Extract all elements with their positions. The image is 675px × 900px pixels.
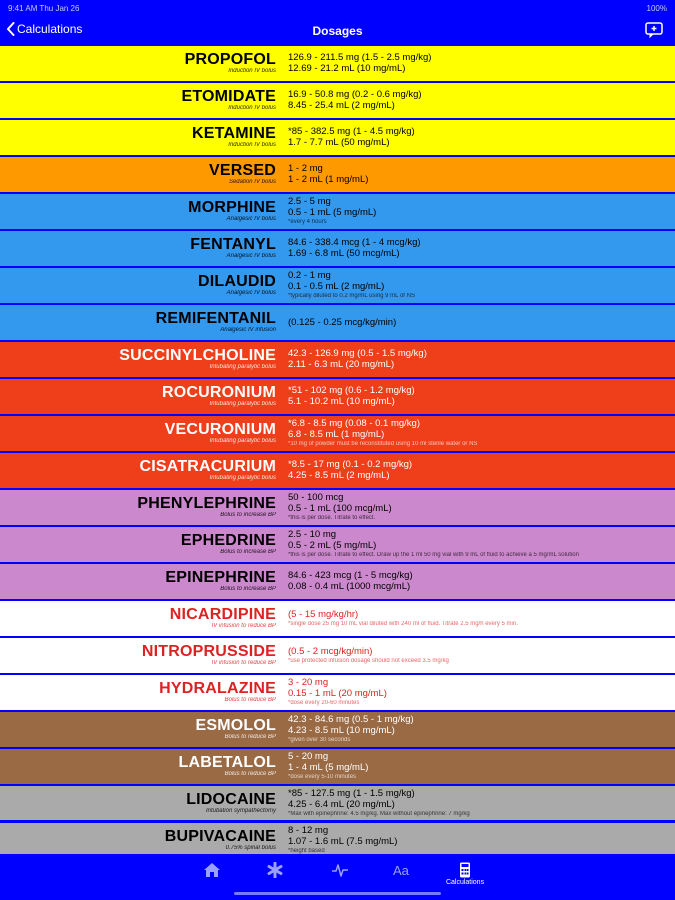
drug-dose-column <box>282 83 675 118</box>
drug-row-nicardipine[interactable] <box>0 601 675 636</box>
drug-row-nitroprusside[interactable] <box>0 638 675 673</box>
drug-name-column <box>0 675 282 710</box>
drug-name: EPINEPHRINE <box>165 569 276 587</box>
dose-line-2: 4.23 - 8.5 mL (10 mg/mL) <box>288 725 395 737</box>
drug-dose-column <box>282 786 675 821</box>
dose-line-1: 42.3 - 126.9 mg (0.5 - 1.5 mg/kg) <box>288 348 427 360</box>
drug-name-column <box>0 379 282 414</box>
drug-dose-column <box>282 601 675 636</box>
dose-line-2: 0.1 - 0.5 mL (2 mg/mL) <box>288 281 385 293</box>
dose-line-1: 2.5 - 5 mg <box>288 196 331 208</box>
drug-name: SUCCINYLCHOLINE <box>119 347 276 365</box>
dose-note: *10 mg of powder must be reconstituted using 10 ml sterile water or NS <box>288 441 478 448</box>
drug-usage: Bolus to reduce BP <box>224 734 276 741</box>
dose-note: *single dose 25 mg 10 mL vial diluted with 240 ml of fluid. Titrate 2.5 mg/h every 5 min. <box>288 620 518 627</box>
status-battery: 100% <box>646 3 667 13</box>
drug-dose-column <box>282 305 675 340</box>
share-icon[interactable] <box>645 22 663 38</box>
drug-row-ephedrine[interactable] <box>0 527 675 562</box>
drug-name-column <box>0 46 282 81</box>
drug-usage: Bolus to increase BP <box>220 586 276 593</box>
drug-name-column <box>0 786 282 821</box>
dose-line-2: 4.25 - 6.4 mL (20 mg/mL) <box>288 799 395 811</box>
drug-row-ketamine[interactable] <box>0 120 675 155</box>
drug-name-column <box>0 601 282 636</box>
drug-name: LIDOCAINE <box>186 791 276 809</box>
drug-row-hydralazine[interactable] <box>0 675 675 710</box>
drug-dose-column <box>282 231 675 266</box>
dose-line-1: *51 - 102 mg (0.6 - 1.2 mg/kg) <box>288 385 415 397</box>
dose-note: *this is per dose. Titrate to effect. <box>288 515 376 522</box>
drug-usage: Intubating paralytic bolus <box>209 475 276 482</box>
drug-name-column <box>0 823 282 854</box>
drug-name: CISATRACURIUM <box>139 458 276 476</box>
drug-dose-column <box>282 379 675 414</box>
tab-text-size[interactable] <box>386 862 416 888</box>
dose-line-1: 3 - 20 mg <box>288 677 329 689</box>
home-indicator <box>234 892 441 895</box>
drug-name-column <box>0 453 282 488</box>
drug-name: NICARDIPINE <box>169 606 276 624</box>
dose-line-2: 0.15 - 1 mL (20 mg/mL) <box>288 688 387 700</box>
dose-line-1: 42.3 - 84.6 mg (0.5 - 1 mg/kg) <box>288 714 414 726</box>
dose-line-1: (0.5 - 2 mcg/kg/min) <box>288 645 373 657</box>
drug-usage: 0.75% spinal bolus <box>225 845 276 852</box>
dose-line-2: 1 - 2 mL (1 mg/mL) <box>288 174 369 186</box>
drug-dose-column <box>282 342 675 377</box>
dose-line-2: 1.07 - 1.6 mL (7.5 mg/mL) <box>288 836 398 848</box>
dose-line-1: *85 - 127.5 mg (1 - 1.5 mg/kg) <box>288 788 415 800</box>
drug-usage: Induction IV bolus <box>228 68 276 75</box>
drug-name: MORPHINE <box>188 199 276 217</box>
dose-line-1: *85 - 382.5 mg (1 - 4.5 mg/kg) <box>288 126 415 138</box>
drug-usage: Bolus to increase BP <box>220 512 276 519</box>
drug-name: ESMOLOL <box>195 717 276 735</box>
drug-name: PROPOFOL <box>184 51 276 69</box>
dose-line-2: 6.8 - 8.5 mL (1 mg/mL) <box>288 429 385 441</box>
drug-usage: Analgesic IV bolus <box>226 216 276 223</box>
dose-line-2: 0.5 - 1 mL (5 mg/mL) <box>288 207 377 219</box>
drug-usage: Analgesic IV bolus <box>226 253 276 260</box>
drug-name-column <box>0 638 282 673</box>
dose-line-1: 16.9 - 50.8 mg (0.2 - 0.6 mg/kg) <box>288 89 422 101</box>
dose-line-1: *6.8 - 8.5 mg (0.08 - 0.1 mg/kg) <box>288 418 421 430</box>
dose-line-1: 2.5 - 10 mg <box>288 529 337 541</box>
dose-note: *given over 30 seconds <box>288 737 351 744</box>
dose-line-2: 1.7 - 7.7 mL (50 mg/mL) <box>288 137 390 149</box>
drug-row-rocuronium[interactable] <box>0 379 675 414</box>
tab-home[interactable] <box>197 862 227 888</box>
drug-name-column <box>0 268 282 303</box>
drug-name-column <box>0 527 282 562</box>
drug-row-morphine[interactable] <box>0 194 675 229</box>
drug-dose-column <box>282 268 675 303</box>
dose-note: *use protected infusion dosage should not exceed 3.5 mg/kg <box>288 657 449 664</box>
svg-text:Aa: Aa <box>393 863 409 878</box>
drug-name-column <box>0 120 282 155</box>
drug-usage: Induction IV bolus <box>228 142 276 149</box>
drug-dose-column <box>282 749 675 784</box>
drug-name-column <box>0 416 282 451</box>
drug-row-labetalol[interactable] <box>0 749 675 784</box>
calculator-icon <box>456 862 474 878</box>
drug-dose-column <box>282 712 675 747</box>
drug-name-column <box>0 490 282 525</box>
drug-usage: Bolus to reduce BP <box>224 771 276 778</box>
drug-row-succinylcholine[interactable] <box>0 342 675 377</box>
dose-line-1: (0.125 - 0.25 mcg/kg/min) <box>288 316 397 328</box>
dose-line-1: 84.6 - 423 mcg (1 - 5 mcg/kg) <box>288 570 413 582</box>
drug-name-column <box>0 83 282 118</box>
drug-dose-column <box>282 46 675 81</box>
drug-name: LABETALOL <box>178 754 276 772</box>
drug-dose-column <box>282 527 675 562</box>
dose-line-1: 84.6 - 338.4 mcg (1 - 4 mcg/kg) <box>288 237 421 249</box>
drug-name: DILAUDID <box>197 273 276 291</box>
drug-name: HYDRALAZINE <box>159 680 276 698</box>
drug-usage: Intubating paralytic bolus <box>209 401 276 408</box>
dose-note: *Max with epinephrine: 4.5 mg/kg. Max without epinephrine: 7 mg/kg <box>288 811 470 818</box>
asterisk-icon <box>266 862 284 878</box>
dosage-list[interactable] <box>0 46 675 854</box>
dose-line-2: 1 - 4 mL (5 mg/mL) <box>288 762 369 774</box>
dose-line-1: 0.2 - 1 mg <box>288 270 331 282</box>
heartbeat-icon <box>331 862 349 878</box>
tab-calculations[interactable] <box>445 862 485 888</box>
drug-name-column <box>0 564 282 599</box>
drug-name-column <box>0 157 282 192</box>
drug-usage: Analgesic IV bolus <box>226 290 276 297</box>
dose-line-2: 0.08 - 0.4 mL (1000 mcg/mL) <box>288 581 411 593</box>
drug-usage: Bolus to increase BP <box>220 549 276 556</box>
drug-usage: Intubating paralytic bolus <box>209 364 276 371</box>
drug-row-versed[interactable] <box>0 157 675 192</box>
drug-dose-column <box>282 453 675 488</box>
drug-name: FENTANYL <box>190 236 276 254</box>
drug-name: VECURONIUM <box>164 421 276 439</box>
drug-usage: Intubating paralytic bolus <box>209 438 276 445</box>
drug-row-phenylephrine[interactable] <box>0 490 675 525</box>
dose-line-2: 0.5 - 1 mL (100 mcg/mL) <box>288 503 392 515</box>
drug-dose-column <box>282 823 675 854</box>
drug-name: ROCURONIUM <box>162 384 276 402</box>
drug-row-epinephrine[interactable] <box>0 564 675 599</box>
drug-name-column <box>0 749 282 784</box>
drug-dose-column <box>282 157 675 192</box>
status-bar <box>0 0 675 16</box>
dose-line-1: 1 - 2 mg <box>288 163 323 175</box>
home-icon <box>203 862 221 878</box>
drug-row-bupivacaine[interactable] <box>0 823 675 854</box>
dose-line-1: 5 - 20 mg <box>288 751 329 763</box>
drug-row-propofol[interactable] <box>0 46 675 81</box>
drug-row-remifentanil[interactable] <box>0 305 675 340</box>
drug-row-cisatracurium[interactable] <box>0 453 675 488</box>
drug-dose-column <box>282 638 675 673</box>
drug-name: VERSED <box>209 162 276 180</box>
drug-row-etomidate[interactable] <box>0 83 675 118</box>
navigation-bar <box>0 16 675 46</box>
drug-row-dilaudid[interactable] <box>0 268 675 303</box>
dose-line-1: 126.9 - 211.5 mg (1.5 - 2.5 mg/kg) <box>288 52 432 64</box>
dose-note: *typically diluted to 0.2 mg/mL using 9 mL of NS <box>288 293 415 300</box>
drug-name-column <box>0 305 282 340</box>
dose-line-1: *8.5 - 17 mg (0.1 - 0.2 mg/kg) <box>288 459 413 471</box>
drug-name: PHENYLEPHRINE <box>137 495 276 513</box>
tab-heartbeat[interactable] <box>325 862 355 888</box>
text-size-icon <box>392 862 410 878</box>
drug-row-lidocaine[interactable] <box>0 786 675 821</box>
dose-line-1: 8 - 12 mg <box>288 825 329 837</box>
dose-line-2: 4.25 - 8.5 mL (2 mg/mL) <box>288 470 390 482</box>
status-time: 9:41 AM Thu Jan 26 <box>8 3 80 13</box>
drug-name-column <box>0 194 282 229</box>
dose-line-2: 5.1 - 10.2 mL (10 mg/mL) <box>288 396 395 408</box>
drug-usage: Induction IV bolus <box>228 105 276 112</box>
drug-dose-column <box>282 120 675 155</box>
drug-name: NITROPRUSSIDE <box>141 643 276 661</box>
drug-row-esmolol[interactable] <box>0 712 675 747</box>
drug-name-column <box>0 342 282 377</box>
tab-calculations-label: Calculations <box>445 879 485 886</box>
drug-row-vecuronium[interactable] <box>0 416 675 451</box>
dose-note: *height based <box>288 848 325 854</box>
dose-note: *every 4 hours <box>288 219 327 226</box>
drug-dose-column <box>282 490 675 525</box>
drug-name: BUPIVACAINE <box>164 828 276 846</box>
dose-line-2: 2.11 - 6.3 mL (20 mg/mL) <box>288 359 395 371</box>
dose-line-2: 8.45 - 25.4 mL (2 mg/mL) <box>288 100 395 112</box>
drug-name-column <box>0 712 282 747</box>
drug-dose-column <box>282 416 675 451</box>
drug-usage: Bolus to reduce BP <box>224 697 276 704</box>
drug-name: EPHEDRINE <box>180 532 276 550</box>
drug-dose-column <box>282 675 675 710</box>
back-label: Calculations <box>17 22 83 36</box>
drug-usage: Sedation IV bolus <box>228 179 276 186</box>
dose-note: *dose every 5-10 minutes <box>288 774 357 781</box>
drug-usage: IV infusion to reduce BP <box>211 623 276 630</box>
drug-usage: Intubation sympathectomy <box>205 808 276 815</box>
drug-usage: IV infusion to reduce BP <box>211 660 276 667</box>
drug-name-column <box>0 231 282 266</box>
drug-dose-column <box>282 194 675 229</box>
dose-line-2: 0.5 - 2 mL (5 mg/mL) <box>288 540 377 552</box>
dose-line-2: 12.69 - 21.2 mL (10 mg/mL) <box>288 63 406 75</box>
dose-line-1: 50 - 100 mcg <box>288 492 344 504</box>
drug-name: REMIFENTANIL <box>155 310 276 328</box>
dose-note: *this is per dose. Titrate to effect. Draw up the 1 ml 50 mg vial with 9 mL of fluid to achieve a 5 mg/mL solution <box>288 552 579 559</box>
drug-row-fentanyl[interactable] <box>0 231 675 266</box>
drug-dose-column <box>282 564 675 599</box>
dose-note: *dose every 20-60 minutes <box>288 700 360 707</box>
drug-usage: Analgesic IV infusion <box>220 327 276 334</box>
drug-name: ETOMIDATE <box>181 88 276 106</box>
dose-line-2: 1.69 - 6.8 mL (50 mcg/mL) <box>288 248 400 260</box>
page-title: Dosages <box>312 24 363 38</box>
dose-line-1: (5 - 15 mg/kg/hr) <box>288 608 359 620</box>
tab-asterisk[interactable] <box>260 862 290 888</box>
drug-name: KETAMINE <box>192 125 276 143</box>
